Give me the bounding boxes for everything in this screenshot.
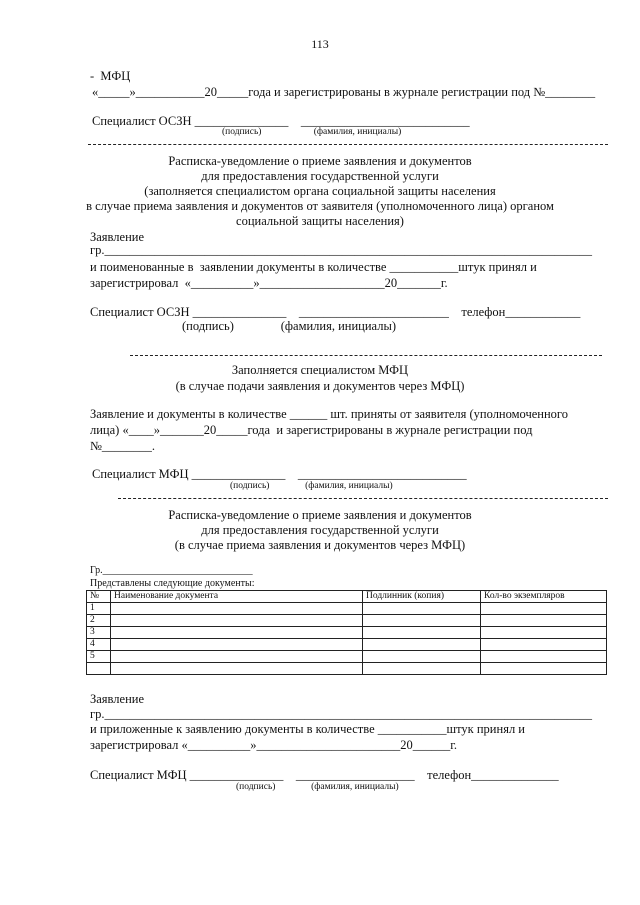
cut-line-3: [118, 498, 608, 499]
table-cell: 5: [87, 651, 111, 663]
table-cell: [481, 627, 607, 639]
citizen-line-3: гр.______________________________________________________________________________: [90, 707, 593, 721]
receipt1-title-4: в случае приема заявления и документов от заявителя (уполномоченного лица) органом: [86, 199, 554, 213]
signature-captions-2: (подпись) (фамилия, инициалы): [182, 319, 397, 333]
citizen-line-2: Гр.______________________________: [90, 565, 253, 576]
table-cell: 3: [87, 627, 111, 639]
receipt2-title-1: Расписка-уведомление о приеме заявления и документов: [168, 508, 472, 522]
page-number: 113: [311, 37, 329, 51]
table-header: №: [87, 591, 111, 603]
table-header: Подлинник (копия): [363, 591, 481, 603]
table-header-row: [87, 591, 607, 603]
table-cell: [363, 663, 481, 675]
application-label: Заявление: [90, 230, 145, 244]
table-cell: [481, 651, 607, 663]
mfc-text-3: №________.: [90, 439, 156, 453]
table-header: Кол-во экземпляров: [481, 591, 607, 603]
receipt1-title-2: для предоставления государственной услуги: [201, 169, 439, 183]
documents-intro: Представлены следующие документы:: [90, 578, 255, 589]
cut-line: [88, 144, 608, 145]
table-cell: [363, 603, 481, 615]
receipt2-title-3: (в случае приема заявления и документов через МФЦ): [174, 538, 466, 552]
registration-date-line: «_____»___________20_____года и зарегистрированы в журнале регистрации под №________: [92, 85, 596, 99]
mfc-title-2: (в случае подачи заявления и документов через МФЦ): [175, 379, 465, 393]
receipt2-title-2: для предоставления государственной услуги: [201, 523, 439, 537]
table-cell: [111, 639, 363, 651]
table-cell: [111, 627, 363, 639]
receipt1-title-3: (заполняется специалистом органа социальной защиты населения: [144, 184, 496, 198]
table-row: [87, 603, 607, 615]
citizen-line: гр.______________________________________________________________________________: [90, 243, 593, 257]
table-cell: [363, 627, 481, 639]
cut-line-2: [130, 355, 602, 356]
mfc-title-1: Заполняется специалистом МФЦ: [231, 363, 409, 377]
mfc-text-2: лица) «____»_______20_____года и зарегистрированы в журнале регистрации под: [90, 423, 533, 437]
receipt1-title-5: социальной защиты населения): [236, 214, 404, 228]
mfc-text-1: Заявление и документы в количестве ______ шт. приняты от заявителя (уполномоченного: [90, 407, 569, 421]
table-row: [87, 627, 607, 639]
mfc-specialist-line: Специалист МФЦ _______________ ___________________________: [92, 467, 467, 481]
table-cell: [111, 603, 363, 615]
signature-captions-3: (подпись) (фамилия, инициалы): [230, 481, 393, 491]
documents-count-line-2: и приложенные к заявлению документы в количестве ___________штук принял и: [90, 722, 525, 736]
table-cell: 2: [87, 615, 111, 627]
table-cell: 4: [87, 639, 111, 651]
table-row: [87, 639, 607, 651]
mfc-specialist-line-2: Специалист МФЦ _______________ ___________________ телефон______________: [90, 768, 559, 782]
table-cell: [111, 651, 363, 663]
registered-line-2: зарегистрировал «__________»_______________________20______г.: [90, 738, 458, 752]
oszn-specialist-line: Специалист ОСЗН _______________ ___________________________: [92, 114, 470, 128]
table-cell: [363, 651, 481, 663]
receipt1-title-1: Расписка-уведомление о приеме заявления и документов: [168, 154, 472, 168]
table-cell: [111, 663, 363, 675]
table-cell: [363, 639, 481, 651]
table-cell: [111, 615, 363, 627]
mfc-line: - МФЦ: [90, 69, 131, 83]
table-cell: [481, 639, 607, 651]
table-cell: 1: [87, 603, 111, 615]
documents-count-line: и поименованные в заявлении документы в количестве ___________штук принял и: [90, 260, 537, 274]
registered-line: зарегистрировал «__________»____________________20_______г.: [90, 276, 448, 290]
table-cell: [481, 615, 607, 627]
signature-captions-4: (подпись) (фамилия, инициалы): [236, 782, 399, 792]
table-cell: [363, 615, 481, 627]
table-row: [87, 615, 607, 627]
table-header: Наименование документа: [111, 591, 363, 603]
oszn-specialist-line-2: Специалист ОСЗН _______________ ________________________ телефон____________: [90, 305, 581, 319]
table-cell: [481, 663, 607, 675]
signature-captions: (подпись) (фамилия, инициалы): [222, 127, 402, 137]
table-cell: [87, 663, 111, 675]
table-cell: [481, 603, 607, 615]
table-row: [87, 663, 607, 675]
application-label-2: Заявление: [90, 692, 145, 706]
documents-table: [86, 590, 607, 675]
table-row: [87, 651, 607, 663]
